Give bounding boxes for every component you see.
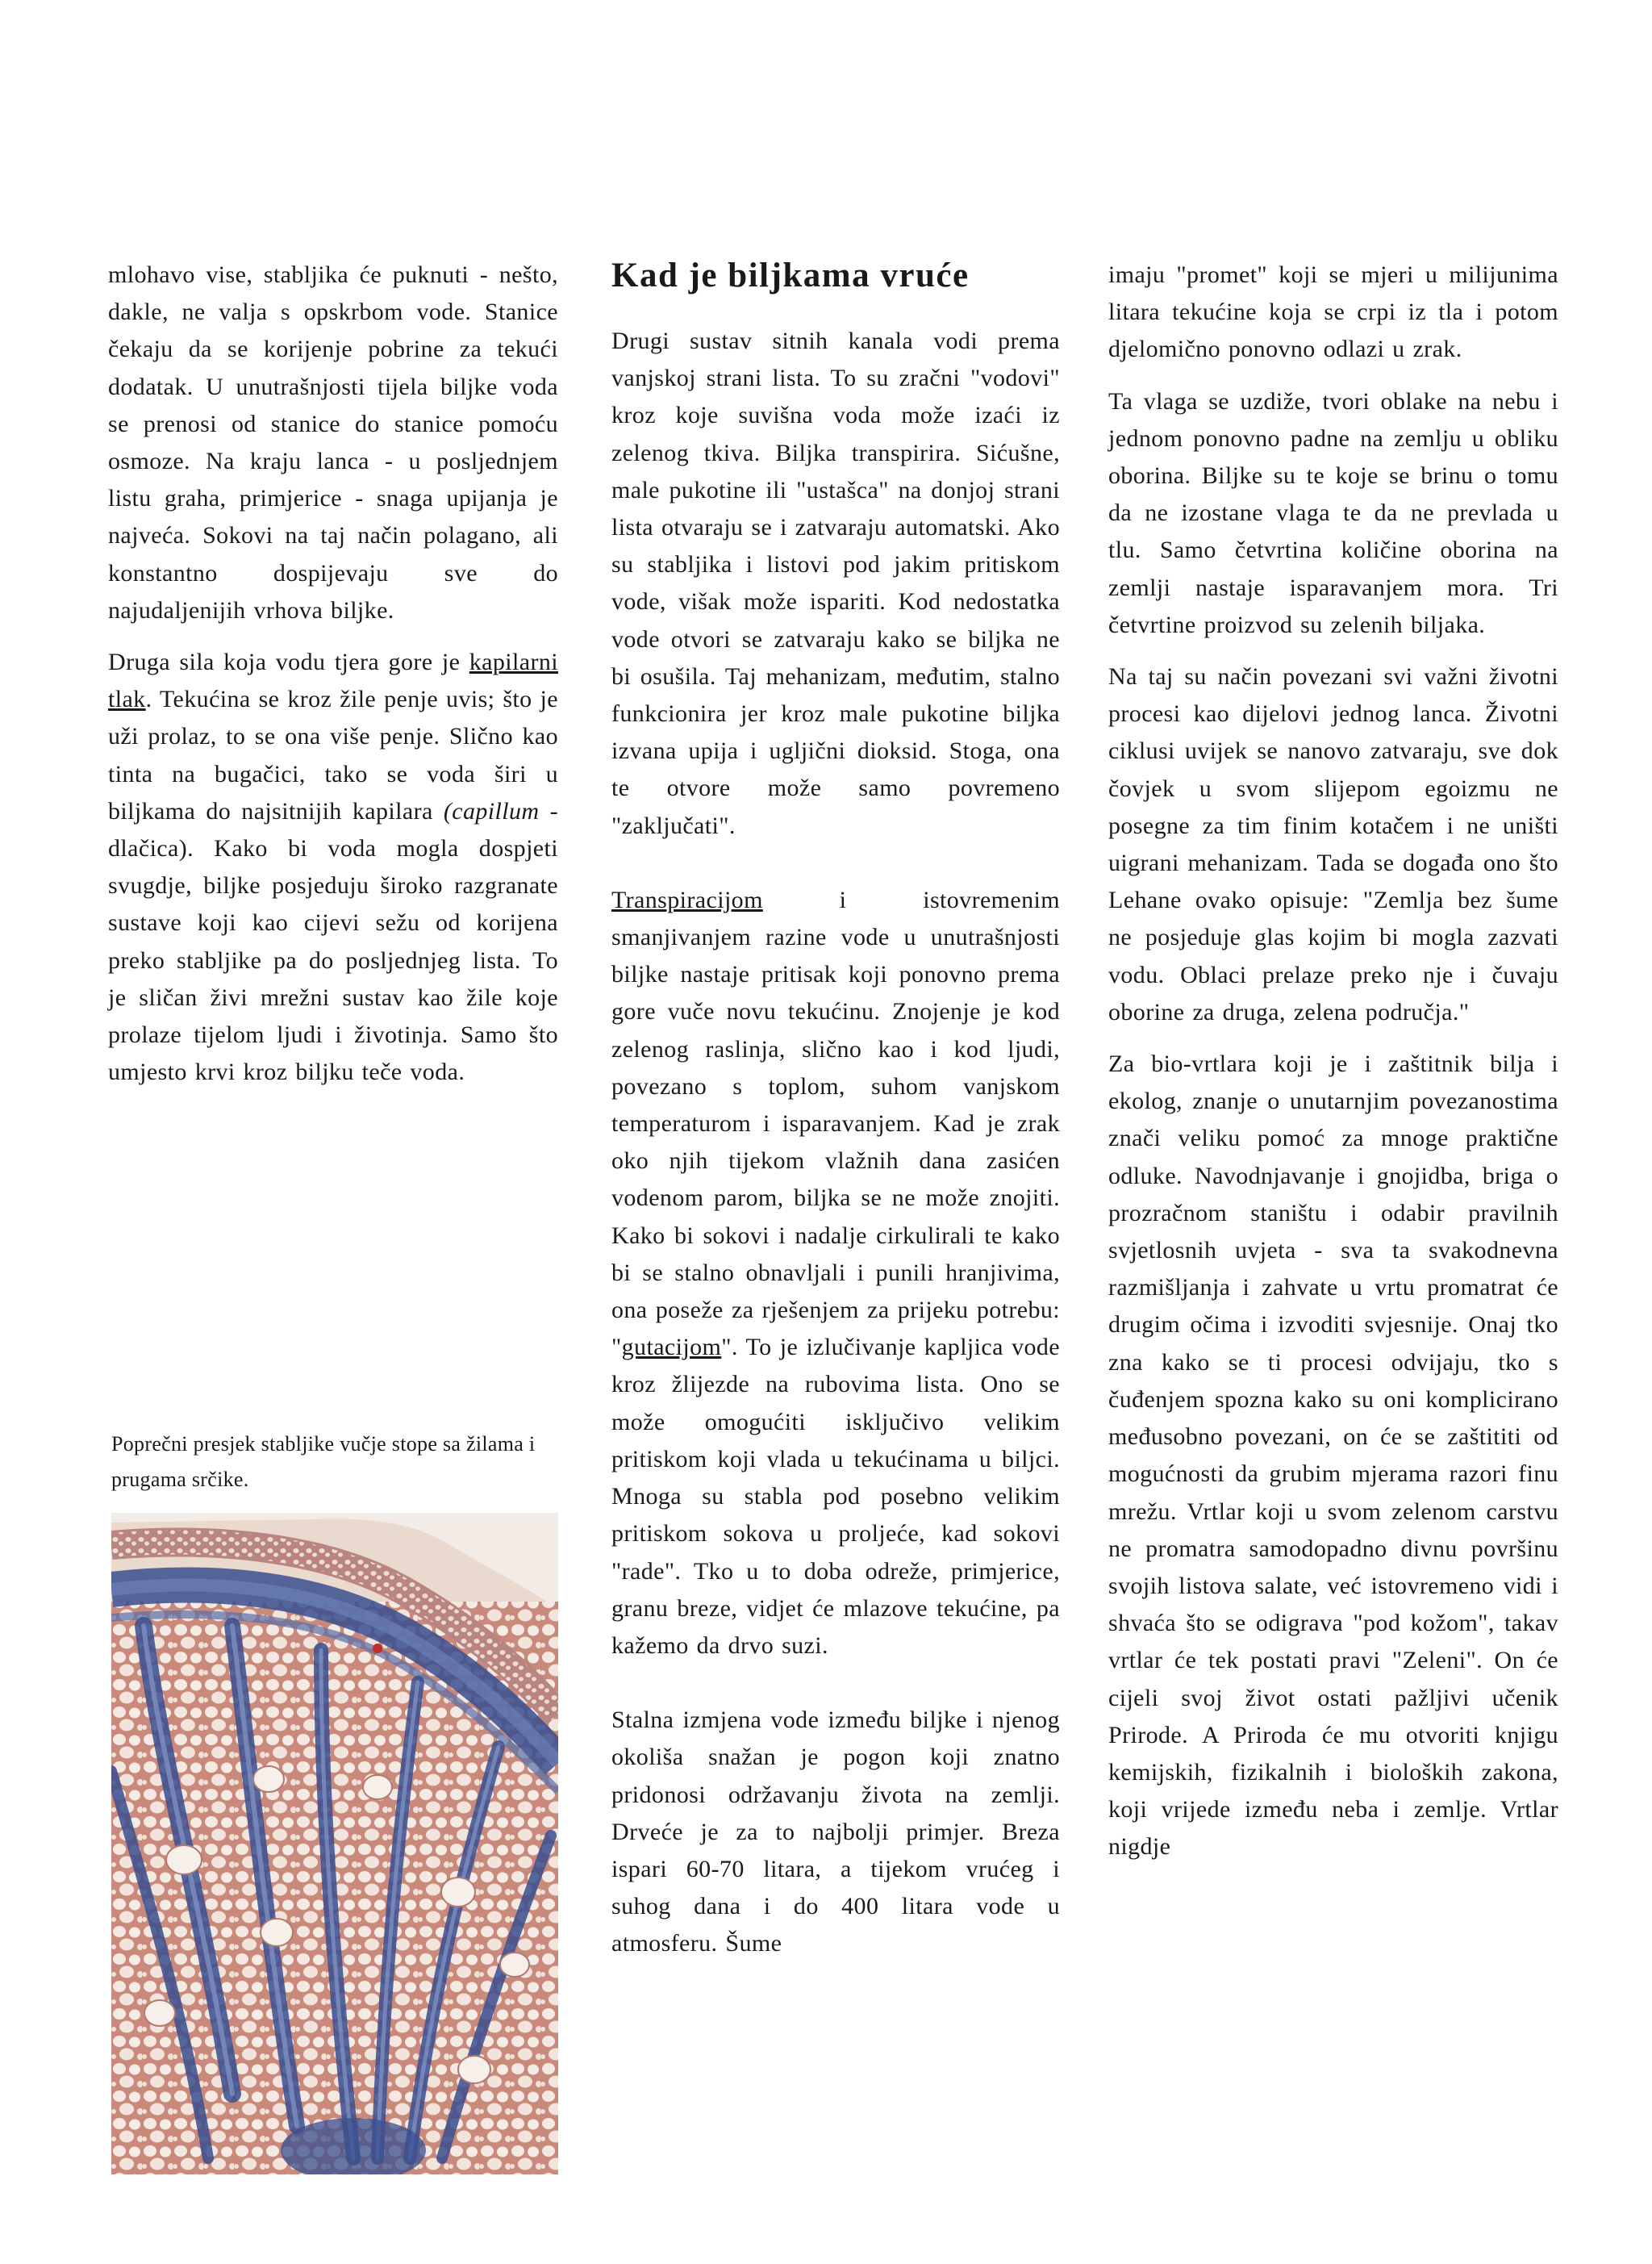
- col2-paragraph-3: Stalna izmjena vode između biljke i njenog okoliša snažan je pogon koji znatno pridonosi održavanju života na zemlji. Drveće je za to najbolji primjer. Breza ispari 60-70 litara, a tijekom vrućeg i suhog dana i do 400 litara vode u atmosferu. Šume: [611, 1706, 1060, 1957]
- col3-paragraph-3: Na taj su način povezani svi važni životni procesi kao dijelovi jednog lanca. Životni ciklusi uvijek se nanovo zatvaraju, sve dok čovjek u svom slijepom egoizmu ne posegne za tim finim kotačem i ne uništi uigrani mehanizam. Tada se događa ono što Lehane ovako opisuje: "Zemlja bez šume ne posjeduje glas kojim bi mogla zazvati vodu. Oblaci prelaze preko nje i čuvaju oborine za druga, zelena područja.": [1108, 663, 1558, 1025]
- figure-caption: Poprečni presjek stabljike vučje stope sa žilama i prugama srčike.: [111, 1432, 536, 1491]
- col1-paragraph-2: [108, 644, 558, 1091]
- column-3: [1108, 257, 1558, 1881]
- stem-cross-section-image: [111, 1513, 558, 2174]
- col1-p2-text-b: . Tekućina se kroz žile penje uvis; što je uži prolaz, to se ona više penje. Slično kao tinta na bugačici, tako se voda širi u biljkama do najsitnijih kapilara: [108, 686, 558, 825]
- col3-paragraph-1: imaju "promet" koji se mjeri u milijunima litara tekućine koja se crpi iz tla i potom djelomično ponovno odlazi u zrak.: [1108, 261, 1558, 363]
- transpiracijom-link: Transpiracijom: [611, 886, 763, 913]
- col2-p2-text-a: i istovremenim smanjivanjem razine vode u unutrašnjosti biljke nastaje pritisak koji ponovno prema gore vuče novu tekućinu. Znojenje je kod zelenog raslinja, slično kao i kod ljudi, povezano s toplom, suhom vanjskom temperaturom i isparavanjem. Kad je zrak oko njih tijekom vlažnih dana zasićen vodenom parom, biljka se ne može znojiti. Kako bi sokovi i nadalje cirkulirali te kako bi se stalno obnavljali i punili hranjivima, ona poseže za rješenjem za prijeku potrebu: ": [611, 886, 1060, 1361]
- col1-p2-italic: (capillum: [443, 797, 540, 825]
- col2-paragraph-1: Drugi sustav sitnih kanala vodi prema vanjskoj strani lista. To su zračni "vodovi" kroz koje suvišna voda može izaći iz zelenog tkiva. Biljka transpirira. Sićušne, male pukotine ili "ustašca" na donjoj strani lista otvaraju se i zatvaraju automatski. Ako su stabljika i listovi pod jakim pritiskom vode, višak može ispariti. Kod nedostatka vode otvori se zatvaraju kako se biljka ne bi osušila. Taj mehanizam, međutim, stalno funkcionira jer kroz male pukotine biljka izvana upija i ugljični dioksid. Stoga, ona te otvore može samo povremeno "zaključati".: [611, 328, 1060, 839]
- gutacijom-link: gutacijom: [621, 1334, 722, 1361]
- col1-paragraph-1: mlohavo vise, stabljika će puknuti - nešto, dakle, ne valja s opskrbom vode. Stanice čekaju da se korijenje pobrine za tekući dodatak. U unutrašnjosti tijela biljke voda se prenosi od stanice do stanice pomoću osmoze. Na kraju lanca - u posljednjem listu graha, primjerice - snaga upijanja je najveća. Sokovi na taj način polagano, ali konstantno dospijevaju sve do najudaljenijih vrhova biljke.: [108, 261, 558, 624]
- column-1: [108, 257, 558, 1105]
- col2-p2-text-b: ". To je izlučivanje kapljica vode kroz žlijezde na rubovima lista. Ono se može omogućiti isključivo velikim pritiskom koji vlada u tekućinama u biljci. Mnoga su stabla pod posebno velikim pritiskom sokova u proljeće, kad sokovi "rade". Tko u to doba odreže, primjerice, granu breze, vidjet će mlazove tekućine, pa kažemo da drvo suzi.: [611, 1334, 1060, 1659]
- col2-paragraph-2: [611, 882, 1060, 1665]
- col1-p2-text-c: - dlačica). Kako bi voda mogla dospjeti svugdje, biljke posjeduju široko razgranate sustave koji kao cijevi sežu od korijena preko stabljike pa do posljednjeg lista. To je sličan živi mrežni sustav kao žile koje prolaze tijelom ljudi i životinja. Samo što umjesto krvi kroz biljku teče voda.: [108, 797, 558, 1086]
- col1-p2-text-a: Druga sila koja vodu tjera gore je: [108, 649, 469, 676]
- column-2: [611, 257, 1060, 1978]
- kapilarni-tlak-link: kapilarni tlak: [108, 649, 558, 713]
- col3-paragraph-2: Ta vlaga se uzdiže, tvori oblake na nebu i jednom ponovno padne na zemlju u obliku oborina. Biljke su te koje se brinu o tomu da ne izostane vlaga te da ne prevlada u tlu. Samo četvrtina količine oborina na zemlji nastaje isparavanjem mora. Tri četvrtine proizvod su zelenih biljaka.: [1108, 387, 1558, 638]
- article-heading: Kad je biljkama vruće: [611, 257, 970, 294]
- col3-paragraph-4: Za bio-vrtlara koji je i zaštitnik bilja i ekolog, znanje o unutarnjim povezanostima znači veliku pomoć za mnoge praktične odluke. Navodnjavanje i gnojidba, briga o prozračnom staništu i odabir pravilnih svjetlosnih uvjeta - sva ta svakodnevna razmišljanja i zahvate u vrtu promatrat će drugim očima i izvoditi svjesnije. Onaj tko zna kako se ti procesi odvijaju, tko s čuđenjem spozna kako su oni komplicirano međusobno povezani, on će se zaštititi od mogućnosti da grubim mjerama razori finu mrežu. Vrtlar koji u svom zelenom carstvu ne promatra samodopadno divnu površinu svojih listova salate, već istovremeno vidi i shvaća što se odigrava "pod kožom", takav vrtlar će tek postati pravi "Zeleni". On će cijeli svoj život ostati pažljivi učenik Prirode. A Priroda će mu otvoriti knjigu kemijskih, fizikalnih i bioloških zakona, koji vrijede između neba i zemlje. Vrtlar nigdje: [1108, 1051, 1558, 1861]
